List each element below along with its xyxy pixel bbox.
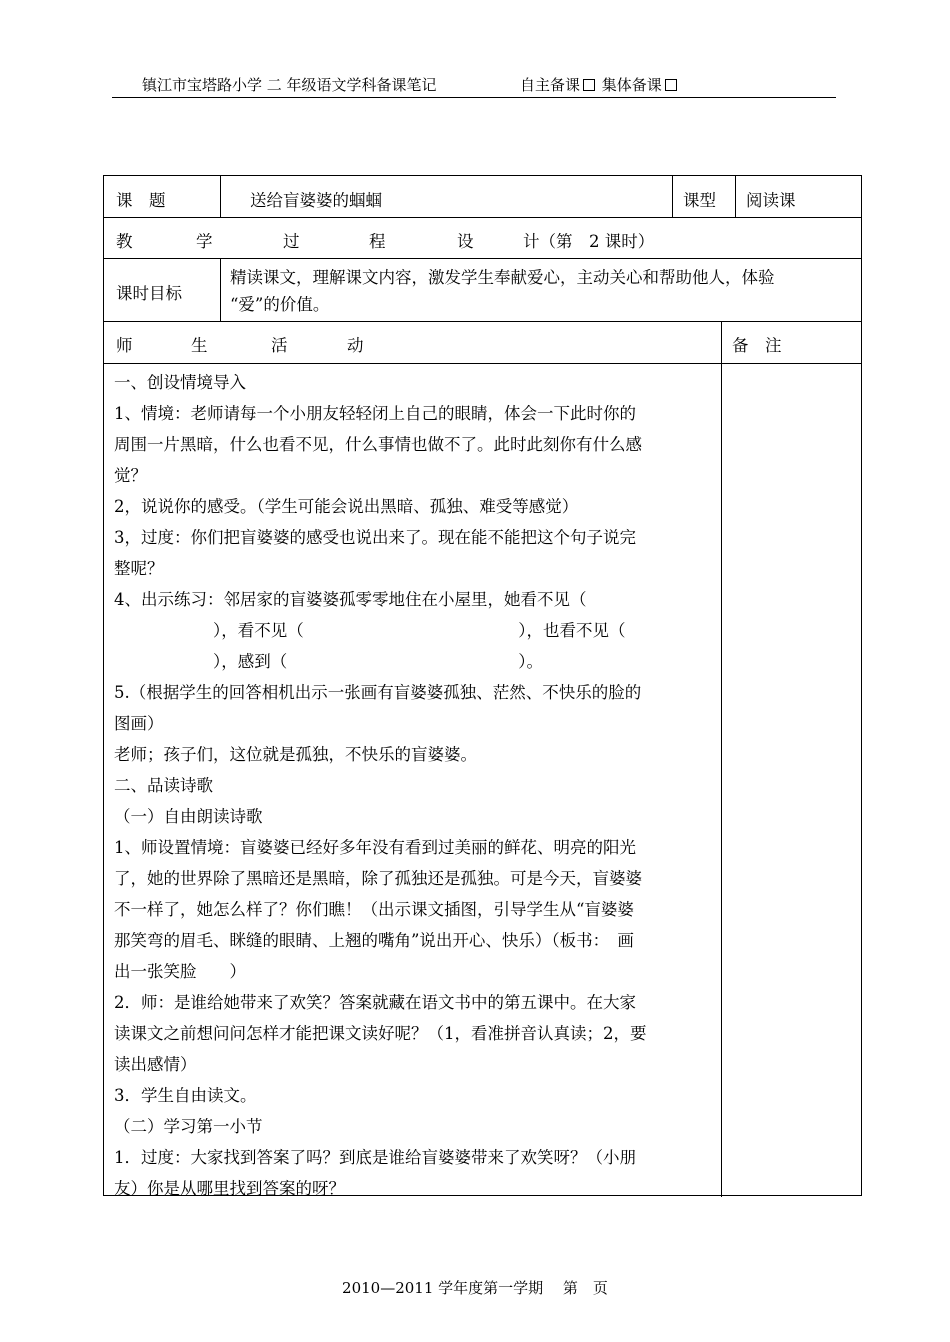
lesson-plan-table xyxy=(103,175,862,1196)
self-prep-checkbox[interactable] xyxy=(583,79,595,91)
topic-value: 送给盲婆婆的蝈蝈 xyxy=(250,191,382,210)
content-line: 觉？ xyxy=(114,466,147,485)
content-line: 了，她的世界除了黑暗还是黑暗，除了孤独还是孤独。可是今天，盲婆婆 xyxy=(114,869,642,888)
content-line: 友）你是从哪里找到答案的呀？ xyxy=(114,1179,345,1198)
design-char: 学 xyxy=(196,232,213,251)
self-prep-label: 自主备课 xyxy=(520,76,581,94)
content-line: 2，说说你的感受。（学生可能会说出黑暗、孤独、难受等感觉） xyxy=(114,497,579,516)
row-divider xyxy=(104,363,861,364)
content-line: 1．过度：大家找到答案了吗？到底是谁给盲婆婆带来了欢笑呀？（小朋 xyxy=(114,1148,636,1167)
content-line: 3，过度：你们把盲婆婆的感受也说出来了。现在能不能把这个句子说完 xyxy=(114,528,636,547)
col-divider xyxy=(672,176,673,217)
school-line: 镇江市宝塔路小学 二 年级语文学科备课笔记 xyxy=(142,76,437,94)
content-line: 一、创设情境导入 xyxy=(114,373,246,392)
design-char: 教 xyxy=(116,232,133,251)
content-line: 老师；孩子们，这位就是孤独，不快乐的盲婆婆。 xyxy=(114,745,477,764)
row-divider xyxy=(104,217,861,218)
type-label: 课型 xyxy=(683,191,716,210)
content-line: 读出感情） xyxy=(114,1055,197,1074)
content-line: 图画） xyxy=(114,714,164,733)
content-line: 5.（根据学生的回答相机出示一张画有盲婆婆孤独、茫然、不快乐的脸的 xyxy=(114,683,642,702)
goal-line: “爱”的价值。 xyxy=(230,295,330,314)
content-line: 4、出示练习：邻居家的盲婆婆孤零零地住在小屋里，她看不见（ xyxy=(114,590,587,609)
topic-label: 课 题 xyxy=(116,191,166,210)
content-line: 那笑弯的眉毛、眯缝的眼睛、上翘的嘴角”说出开心、快乐）（板书： 画 xyxy=(114,931,634,950)
group-prep-label: 集体备课 xyxy=(601,76,662,94)
activity-content xyxy=(114,367,714,1204)
row-divider xyxy=(104,321,861,322)
content-line: 整呢？ xyxy=(114,559,164,578)
page-header xyxy=(112,74,836,98)
type-value: 阅读课 xyxy=(746,191,796,210)
content-line: 二、品读诗歌 xyxy=(114,776,213,795)
design-char: 程 xyxy=(369,232,386,251)
content-line: 1、师设置情境：盲婆婆已经好多年没有看到过美丽的鲜花、明亮的阳光 xyxy=(114,838,636,857)
goal-text xyxy=(230,264,775,318)
content-line: ），感到（ ）。 xyxy=(114,652,543,671)
col-divider xyxy=(721,321,722,1197)
content-line: 2．师：是谁给她带来了欢笑？答案就藏在语文书中的第五课中。在大家 xyxy=(114,993,636,1012)
col-divider xyxy=(220,176,221,217)
content-line: 出一张笑脸 ） xyxy=(114,962,246,981)
goal-label: 课时目标 xyxy=(116,284,182,303)
content-line: ），看不见（ ），也看不见（ xyxy=(114,621,626,640)
col-divider xyxy=(735,176,736,217)
content-line: 读课文之前想问问怎样才能把课文读好呢？（1，看准拼音认真读；2，要 xyxy=(114,1024,647,1043)
activity-heading xyxy=(116,332,364,356)
notes-label: 备 注 xyxy=(732,336,782,355)
activity-char: 活 xyxy=(271,336,288,355)
content-line: 周围一片黑暗，什么也看不见，什么事情也做不了。此时此刻你有什么感 xyxy=(114,435,642,454)
content-line: 3．学生自由读文。 xyxy=(114,1086,257,1105)
col-divider xyxy=(220,258,221,321)
page-footer: 2010—2011 学年度第一学期 第 页 xyxy=(342,1279,608,1297)
group-prep-checkbox[interactable] xyxy=(665,79,677,91)
activity-char: 生 xyxy=(191,336,208,355)
goal-line: 精读课文，理解课文内容，激发学生奉献爱心，主动关心和帮助他人，体验 xyxy=(230,268,775,287)
design-char: 过 xyxy=(283,232,300,251)
activity-char: 动 xyxy=(347,336,364,355)
content-line: （二）学习第一小节 xyxy=(114,1117,263,1136)
content-line: 1、情境：老师请每一个小朋友轻轻闭上自己的眼睛，体会一下此时你的 xyxy=(114,404,636,423)
design-char: 设 xyxy=(457,232,474,251)
prep-mode xyxy=(520,74,679,96)
activity-char: 师 xyxy=(116,336,133,355)
content-line: （一）自由朗读诗歌 xyxy=(114,807,263,826)
design-char: 计（第 2 课时） xyxy=(523,232,655,251)
design-heading xyxy=(116,228,654,252)
row-divider xyxy=(104,258,861,259)
content-line: 不一样了，她怎么样了？你们瞧！（出示课文插图，引导学生从“盲婆婆 xyxy=(114,900,634,919)
